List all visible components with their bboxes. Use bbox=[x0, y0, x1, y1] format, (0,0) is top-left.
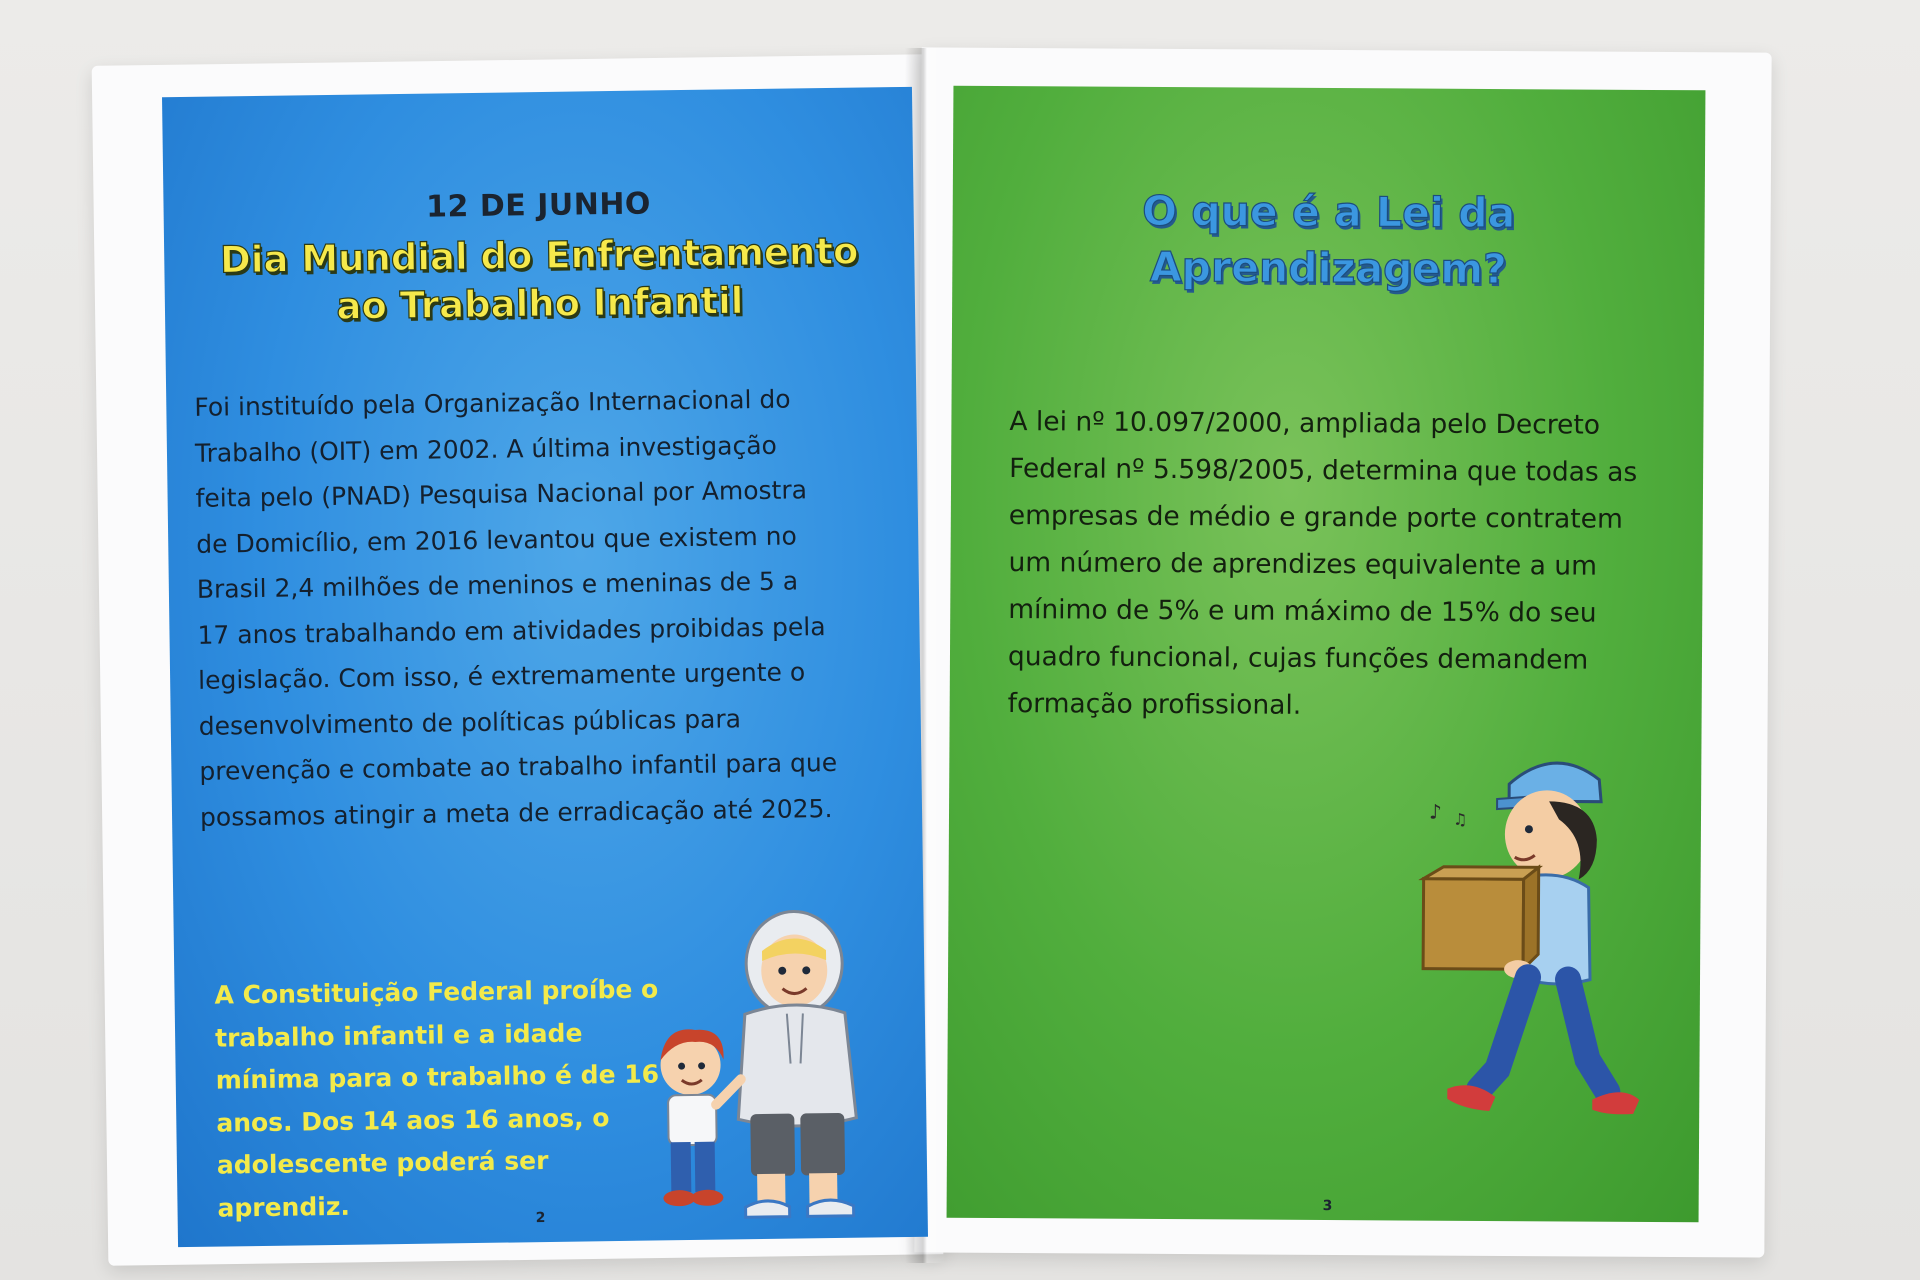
svg-text:♫: ♫ bbox=[1452, 809, 1468, 829]
title-line-1: O que é a Lei da bbox=[1142, 186, 1516, 238]
body-paragraph-right: A lei nº 10.097/2000, ampliada pelo Decreto Federal nº 5.598/2005, determina que todas as empresas de médio e grande porte contratem um número de aprendizes equivalente a um mínimo de 5% e um máximo de 15% do seu quadro funcional, cujas funções demandem formação profissional. bbox=[1007, 406, 1638, 721]
constitution-note: A Constituição Federal proíbe o trabalho infantil e a idade mínima para o trabalho é de 16 anos. Dos 14 aos 16 anos, o adolescente poderá ser aprendiz. bbox=[214, 974, 660, 1223]
title-line-2: ao Trabalho Infantil bbox=[336, 279, 744, 328]
hoodie-child bbox=[735, 911, 857, 1218]
date-heading: 12 DE JUNHO bbox=[425, 186, 652, 225]
body-paragraph-left: Foi instituído pela Organização Internacional do Trabalho (OIT) em 2002. A última investigação feita pelo (PNAD) Pesquisa Nacional por Amostra de Domicílio, em 2016 levantou que existem no Brasil 2,4 milhões de meninos e meninas de 5 a 17 anos trabalhando em atividades proibidas pela legislação. Com isso, é extremamente urgente o desenvolvimento de políticas públicas para prevenção e combate ao trabalho infantil para que possamos atingir a meta de erradicação até 2025. bbox=[194, 384, 838, 832]
children-illustration bbox=[643, 887, 908, 1231]
page-title-left bbox=[194, 227, 885, 333]
page-number-left: 2 bbox=[535, 1210, 546, 1227]
svg-text:♪: ♪ bbox=[1428, 799, 1442, 824]
title-line-2: Aprendizagem? bbox=[1149, 242, 1507, 294]
left-page-panel bbox=[162, 87, 928, 1247]
apprentice-illustration bbox=[1417, 739, 1659, 1140]
page-title-right bbox=[992, 182, 1665, 298]
right-page-panel bbox=[947, 86, 1706, 1223]
title-line-1: Dia Mundial do Enfrentamento bbox=[219, 229, 859, 282]
small-child bbox=[660, 1029, 742, 1207]
page-number-right: 3 bbox=[1322, 1197, 1333, 1215]
music-notes-icon bbox=[1429, 800, 1468, 829]
